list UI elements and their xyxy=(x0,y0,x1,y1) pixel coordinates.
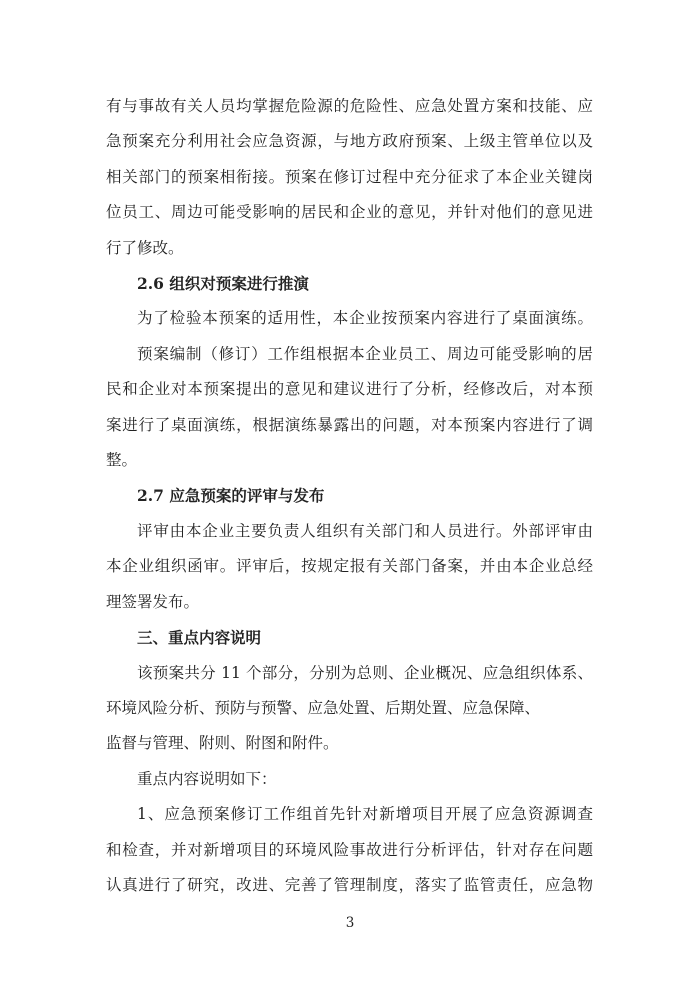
paragraph-line: 民和企业对本预案提出的意见和建议进行了分析，经修改后，对本预 xyxy=(106,380,593,399)
paragraph-line: 1、应急预案修订工作组首先针对新增项目开展了应急资源调查 xyxy=(137,805,593,824)
section-heading-2-6: 2.6 组织对预案进行推演 xyxy=(137,274,309,294)
paragraph-line: 急预案充分利用社会应急资源，与地方政府预案、上级主管单位以及 xyxy=(106,132,593,151)
document-content xyxy=(106,89,593,903)
paragraph-line: 理签署发布。 xyxy=(106,592,200,611)
paragraph-line: 有与事故有关人员均掌握危险源的危险性、应急处置方案和技能、应 xyxy=(106,97,593,115)
paragraph-line: 相关部门的预案相衔接。预案在修订过程中充分征求了本企业关键岗 xyxy=(106,167,593,186)
paragraph-line: 为了检验本预案的适用性，本企业按预案内容进行了桌面演练。 xyxy=(137,309,593,328)
paragraph-line: 评审由本企业主要负责人组织有关部门和人员进行。外部评审由 xyxy=(137,521,593,540)
paragraph-line: 环境风险分析、预防与预警、应急处置、后期处置、应急保障、 xyxy=(106,698,541,717)
paragraph-line: 重点内容说明如下： xyxy=(137,769,277,788)
section-heading-2-7: 2.7 应急预案的评审与发布 xyxy=(137,486,325,506)
paragraph-line: 和检查，并对新增项目的环境风险事故进行分析评估，针对存在问题 xyxy=(106,840,593,859)
paragraph-line: 监督与管理、附则、附图和附件。 xyxy=(106,734,339,753)
paragraph-line: 本企业组织函审。评审后，按规定报有关部门备案，并由本企业总经 xyxy=(106,557,593,576)
paragraph-line: 认真进行了研究，改进、完善了管理制度，落实了监管责任，应急物 xyxy=(106,875,593,894)
paragraph-line: 案进行了桌面演练，根据演练暴露出的问题，对本预案内容进行了调 xyxy=(106,415,593,434)
section-heading-3: 三、重点内容说明 xyxy=(137,628,262,648)
paragraph-line: 预案编制（修订）工作组根据本企业员工、周边可能受影响的居 xyxy=(137,344,593,363)
page-number: 3 xyxy=(345,915,355,931)
paragraph-line: 行了修改。 xyxy=(106,238,184,257)
paragraph-line: 位员工、周边可能受影响的居民和企业的意见，并针对他们的意见进 xyxy=(106,203,593,222)
paragraph-line: 该预案共分 11 个部分，分别为总则、企业概况、应急组织体系、 xyxy=(137,663,593,682)
paragraph-line: 整。 xyxy=(106,451,138,470)
